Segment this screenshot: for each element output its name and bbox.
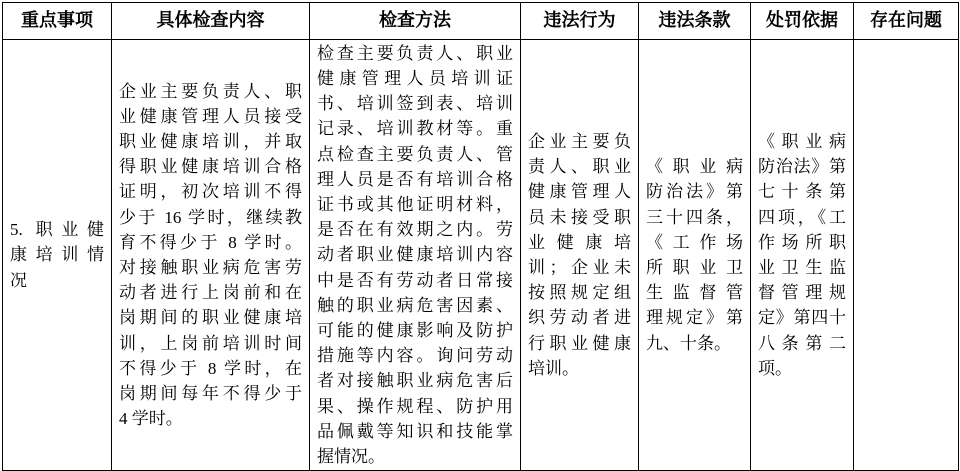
cell-line: 业健康培 [528,232,631,252]
table-header [3,3,959,40]
table-body [3,40,959,471]
header-penalty-basis: 处罚依据 [751,3,854,40]
cell-line: 点检查主要负责人、管 [317,144,513,164]
cell-line: 定》第四十 [758,308,846,328]
cell-line: 措施等内容。询问劳动 [317,346,513,366]
cell-line: 证书或其他证明材料， [317,194,513,214]
cell-line: 七十条第 [758,182,846,202]
cell-line: 《工作场 [646,232,743,252]
cell-line: 育不得少于 8 学时。 [119,232,302,252]
cell-line: 4 学时。 [119,409,183,429]
header-key-item: 重点事项 [3,3,112,40]
cell-line: 作场所职 [758,232,846,252]
cell-line: 员未接受职 [528,207,631,227]
cell-line: 培训。 [528,358,579,378]
cell-line: 责人、职业 [528,157,631,177]
cell-line: 督管理规 [758,283,846,303]
cell-line: 防治法》第 [758,157,846,177]
cell-key-item [3,40,112,471]
cell-line: 三十四条， [646,207,743,227]
cell-line: 康培训情 [10,245,104,265]
cell-line: 生监督管 [646,283,743,303]
cell-line: 得职业健康培训合格 [119,157,302,177]
cell-inspection-method [310,40,521,471]
cell-line: 《职业病 [646,157,743,177]
cell-line: 可能的健康影响及防护 [317,321,513,340]
cell-line: 理规定》第 [646,308,743,328]
cell-line: 是否在有效期之内。劳 [317,220,513,240]
cell-line: 九、十条。 [646,333,731,353]
cell-line: 书、培训签到表、培训 [317,94,513,114]
header-violation: 违法行为 [521,3,639,40]
cell-line: 5. 职业健 [10,220,104,240]
header-row [3,3,959,40]
cell-line: 项。 [758,358,792,378]
cell-line: 防治法》第 [646,182,743,202]
cell-line: 动者进行上岗前和在 [119,283,302,303]
header-inspection-method: 检查方法 [310,3,521,40]
header-inspection-content: 具体检查内容 [112,3,310,40]
cell-line: 职业健康培训，并取 [119,131,302,151]
cell-existing-problems [854,40,959,471]
cell-line: 少于 16 学时，继续教 [119,207,302,227]
cell-line: 品佩戴等知识和技能掌 [317,421,513,441]
cell-line: 训；企业未 [528,258,631,277]
inspection-table [2,2,959,471]
cell-line: 业卫生监 [758,258,846,277]
cell-line: 训，上岗前培训时间 [119,333,302,353]
cell-line: 中是否有劳动者日常接 [317,270,513,290]
cell-line: 检查主要负责人、职业 [317,43,513,63]
cell-violation [521,40,639,471]
cell-line: 动者职业健康培训内容 [317,245,513,265]
cell-violated-clause [639,40,751,471]
cell-line: 行职业健康 [528,333,631,353]
cell-line: 证明，初次培训不得 [119,182,302,202]
cell-line: 握情况。 [317,447,385,467]
cell-line: 果、操作规程、防护用 [317,396,513,416]
cell-line: 《职业病 [758,131,846,151]
cell-line: 记录、培训教材等。重 [317,119,513,139]
cell-line: 对接触职业病危害劳 [119,258,302,277]
cell-line: 按照规定组 [528,283,631,303]
cell-line: 业健康管理人员接受 [119,106,302,126]
cell-line: 健康管理人 [528,182,631,202]
cell-line: 岗期间的职业健康培 [119,308,302,328]
header-violated-clause: 违法条款 [639,3,751,40]
cell-inspection-content [112,40,310,471]
cell-line: 健康管理人员培训证 [317,68,513,88]
cell-line: 者对接触职业病危害后 [317,371,513,391]
header-existing-problems: 存在问题 [854,3,959,40]
cell-line: 岗期间每年不得少于 [119,384,302,404]
cell-penalty-basis [751,40,854,471]
cell-line: 所职业卫 [646,258,743,277]
table-row [3,40,959,471]
cell-line: 触的职业病危害因素、 [317,295,513,315]
cell-line: 企业主要负责人、职 [119,81,302,101]
cell-line: 企业主要负 [528,131,631,151]
cell-line: 理人员是否有培训合格 [317,169,513,189]
cell-line: 况 [10,270,27,290]
cell-line: 八条第二 [758,333,846,353]
cell-line: 四项，《工 [758,207,846,227]
cell-line: 织劳动者进 [528,308,631,328]
cell-line: 不得少于 8 学时，在 [119,358,302,378]
